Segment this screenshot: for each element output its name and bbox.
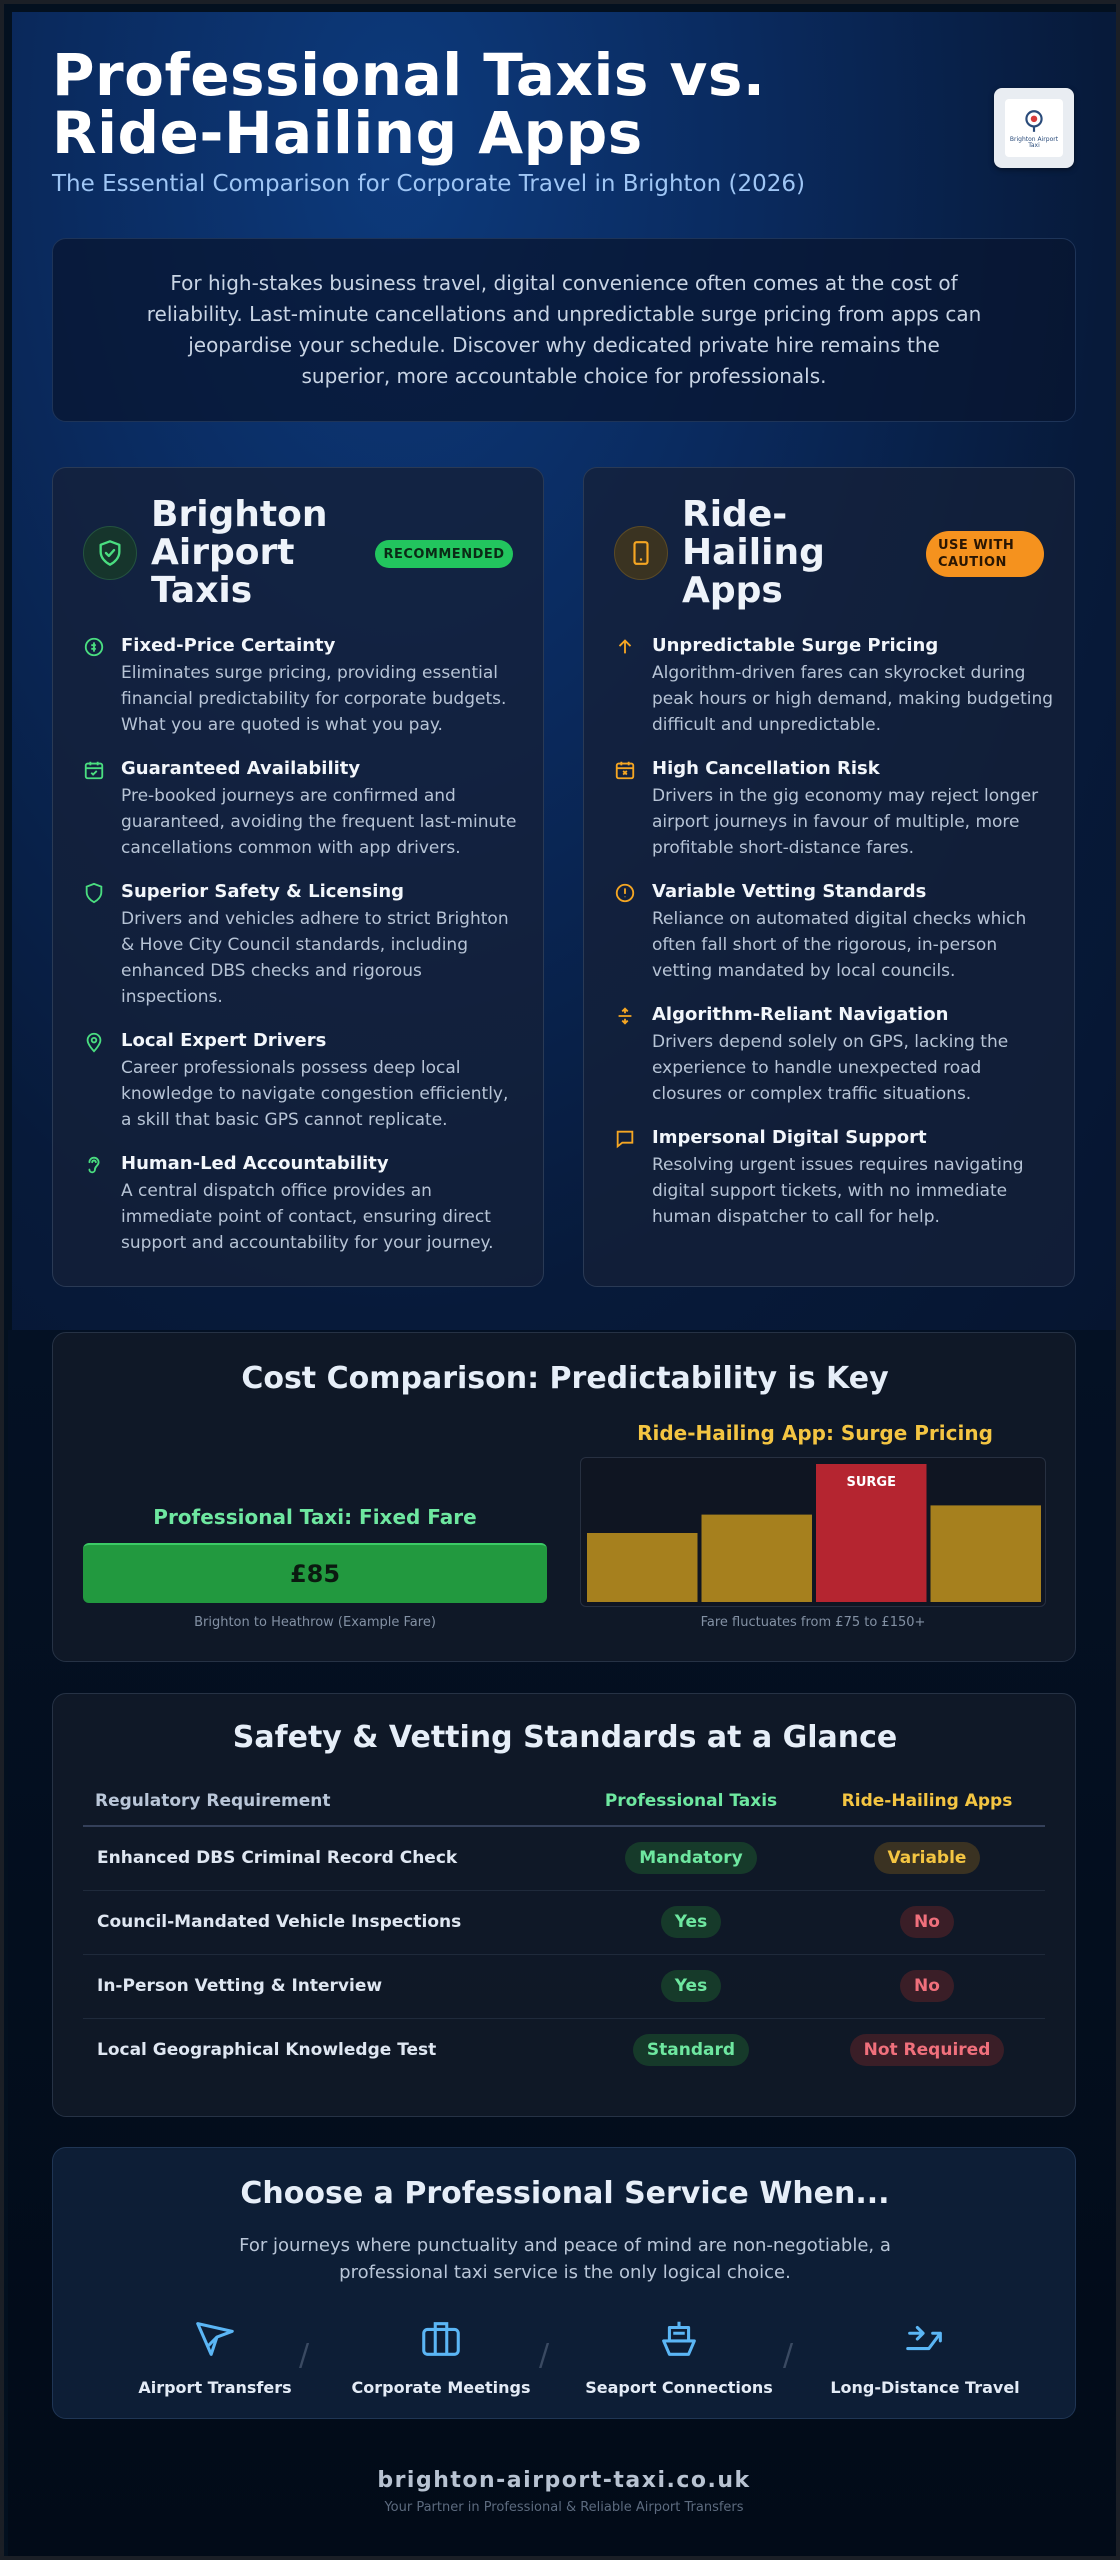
- separator: /: [539, 2338, 550, 2373]
- table-row: [83, 2018, 1045, 2082]
- feature-desc: Career professionals possess deep local knowledge to navigate congestion efficiently, a skill that basic GPS cannot replicate.: [121, 1058, 509, 1130]
- ear-icon: [83, 1154, 105, 1176]
- feature-title: Superior Safety & Licensing: [121, 881, 405, 902]
- fixed-fare-bar: [83, 1543, 547, 1603]
- app-value-pill: No: [900, 1906, 954, 1938]
- map-pin-icon: [83, 1031, 105, 1053]
- row-requirement: Enhanced DBS Criminal Record Check: [83, 1826, 573, 1890]
- page-subtitle: The Essential Comparison for Corporate Travel in Brighton (2026): [52, 171, 805, 197]
- header-taxis: Professional Taxis: [573, 1776, 809, 1826]
- calendar-check-icon: [83, 759, 105, 781]
- choose-panel: [52, 2147, 1076, 2419]
- coin-icon: [83, 636, 105, 658]
- choose-text: For journeys where punctuality and peace of mind are non-negotiable, a professional taxi service is the only logical choice.: [239, 2235, 891, 2283]
- shield-icon: [83, 882, 105, 904]
- table-row: [83, 1890, 1045, 1954]
- split-arrows-icon: [614, 1005, 636, 1027]
- taxi-card-title: Brighton Airport Taxis: [151, 494, 328, 611]
- shield-check-icon: [83, 526, 137, 580]
- use-case-label: Seaport Connections: [585, 2378, 773, 2397]
- fare-bar: [587, 1533, 698, 1602]
- use-case-seaport: [579, 2316, 779, 2397]
- feature-desc: Drivers in the gig economy may reject longer airport journeys in favour of multiple, more profitable short-distance fares.: [652, 786, 1039, 858]
- cost-title: Cost Comparison: Predictability is Key: [241, 1361, 889, 1396]
- taxi-feature: [83, 880, 523, 1010]
- map-pin-logo-icon: [1021, 108, 1047, 134]
- caution-badge-label: USE WITH CAUTION: [938, 538, 1015, 570]
- app-feature: [614, 1003, 1054, 1107]
- app-feature: [614, 757, 1054, 861]
- message-square-icon: [614, 1128, 636, 1150]
- fare-bar: [931, 1505, 1042, 1602]
- page-title: Professional Taxis vs. Ride-Hailing Apps: [52, 41, 766, 167]
- ship-icon: [656, 2316, 702, 2362]
- taxi-value-pill: Yes: [661, 1970, 721, 2002]
- table-row: [83, 1954, 1045, 2018]
- feature-title: Algorithm-Reliant Navigation: [652, 1004, 949, 1025]
- surge-pricing-note: Fare fluctuates from £75 to £150+: [700, 1615, 926, 1630]
- taxi-feature: [83, 757, 523, 861]
- app-value-pill: No: [900, 1970, 954, 2002]
- row-requirement: Council-Mandated Vehicle Inspections: [83, 1890, 573, 1954]
- feature-title: Guaranteed Availability: [121, 758, 361, 779]
- app-card-title: Ride-Hailing Apps: [682, 494, 825, 611]
- taxi-value-pill: Yes: [661, 1906, 721, 1938]
- fare-bar: [702, 1515, 813, 1602]
- taxi-card: [52, 467, 544, 1287]
- app-value-pill: Not Required: [850, 2034, 1005, 2066]
- choose-title: Choose a Professional Service When...: [240, 2176, 890, 2211]
- use-case-label: Airport Transfers: [138, 2378, 292, 2397]
- app-card: [583, 467, 1075, 1287]
- brand-logo[interactable]: [994, 88, 1074, 168]
- feature-title: Unpredictable Surge Pricing: [652, 635, 939, 656]
- use-case-label: Corporate Meetings: [351, 2378, 531, 2397]
- use-case-airport: [115, 2316, 315, 2397]
- taxi-feature: [83, 1029, 523, 1133]
- taxi-value-pill: Mandatory: [625, 1842, 756, 1874]
- use-case-label: Long-Distance Travel: [830, 2378, 1020, 2397]
- feature-title: High Cancellation Risk: [652, 758, 880, 779]
- feature-title: Variable Vetting Standards: [652, 881, 927, 902]
- app-value-pill: Variable: [874, 1842, 981, 1874]
- surge-chart-svg: [581, 1458, 1047, 1608]
- safety-panel: [52, 1693, 1076, 2117]
- feature-title: Fixed-Price Certainty: [121, 635, 336, 656]
- feature-desc: Algorithm-driven fares can skyrocket during peak hours or high demand, making budgeting difficult and unpredictable.: [652, 663, 1054, 735]
- surge-pricing-label: Ride-Hailing App: Surge Pricing: [637, 1421, 993, 1445]
- safety-title: Safety & Vetting Standards at a Glance: [232, 1720, 898, 1755]
- route-arrows-icon: [902, 2316, 948, 2362]
- separator: /: [783, 2338, 794, 2373]
- alert-circle-icon: [614, 882, 636, 904]
- fixed-fare-label: Professional Taxi: Fixed Fare: [153, 1505, 477, 1529]
- app-feature: [614, 1126, 1054, 1230]
- feature-desc: Eliminates surge pricing, providing essential financial predictability for corporate budgets. What you are quoted is what you pay.: [121, 663, 507, 735]
- feature-title: Human-Led Accountability: [121, 1153, 389, 1174]
- footer-website-link[interactable]: brighton-airport-taxi.co.uk: [377, 2468, 751, 2493]
- cost-comparison-panel: [52, 1332, 1076, 1662]
- use-case-corporate: [341, 2316, 541, 2397]
- feature-desc: Drivers depend solely on GPS, lacking the experience to handle unexpected road closures or complex traffic situations.: [652, 1032, 1009, 1104]
- feature-desc: Reliance on automated digital checks which often fall short of the rigorous, in-person vetting mandated by local councils.: [652, 909, 1027, 981]
- app-feature: [614, 634, 1054, 738]
- caution-badge: [926, 531, 1044, 577]
- separator: /: [299, 2338, 310, 2373]
- arrow-up-icon: [614, 636, 636, 658]
- fixed-fare-note: Brighton to Heathrow (Example Fare): [194, 1615, 436, 1630]
- calendar-x-icon: [614, 759, 636, 781]
- feature-title: Impersonal Digital Support: [652, 1127, 927, 1148]
- use-case-long-distance: [825, 2316, 1025, 2397]
- taxi-value-pill: Standard: [633, 2034, 749, 2066]
- fixed-fare-value: £85: [289, 1560, 341, 1588]
- plane-icon: [192, 2316, 238, 2362]
- feature-desc: A central dispatch office provides an immediate point of contact, ensuring direct support and accountability for your journey.: [121, 1181, 494, 1253]
- taxi-feature: [83, 634, 523, 738]
- safety-table: [83, 1776, 1045, 2082]
- header-requirement: Regulatory Requirement: [83, 1776, 573, 1826]
- feature-title: Local Expert Drivers: [121, 1030, 327, 1051]
- intro-text: For high-stakes business travel, digital convenience often comes at the cost of reliability. Last-minute cancellations and unpredictable surge pricing from apps can jeopardise your schedule. Discover why dedicated private hire remains the superior, more accountable choice for professionals.: [146, 271, 982, 388]
- app-feature: [614, 880, 1054, 984]
- briefcase-icon: [418, 2316, 464, 2362]
- taxi-feature: [83, 1152, 523, 1256]
- footer-tagline: Your Partner in Professional & Reliable Airport Transfers: [384, 2500, 744, 2515]
- table-row: [83, 1826, 1045, 1890]
- surge-chart: [580, 1457, 1046, 1607]
- table-header-row: [83, 1776, 1045, 1826]
- feature-desc: Resolving urgent issues requires navigating digital support tickets, with no immediate human dispatcher to call for help.: [652, 1155, 1024, 1227]
- row-requirement: In-Person Vetting & Interview: [83, 1954, 573, 2018]
- row-requirement: Local Geographical Knowledge Test: [97, 2040, 437, 2061]
- recommended-badge: RECOMMENDED: [375, 540, 513, 568]
- smartphone-icon: [614, 526, 668, 580]
- logo-text: Brighton Airport Taxi: [1009, 135, 1059, 149]
- header-apps: Ride-Hailing Apps: [809, 1776, 1045, 1826]
- feature-desc: Pre-booked journeys are confirmed and guaranteed, avoiding the frequent last-minute cancellations common with app drivers.: [121, 786, 517, 858]
- feature-desc: Drivers and vehicles adhere to strict Brighton & Hove City Council standards, including enhanced DBS checks and rigorous inspections.: [121, 909, 509, 1007]
- surge-bar-label: SURGE: [846, 1475, 896, 1490]
- intro-box: [52, 238, 1076, 422]
